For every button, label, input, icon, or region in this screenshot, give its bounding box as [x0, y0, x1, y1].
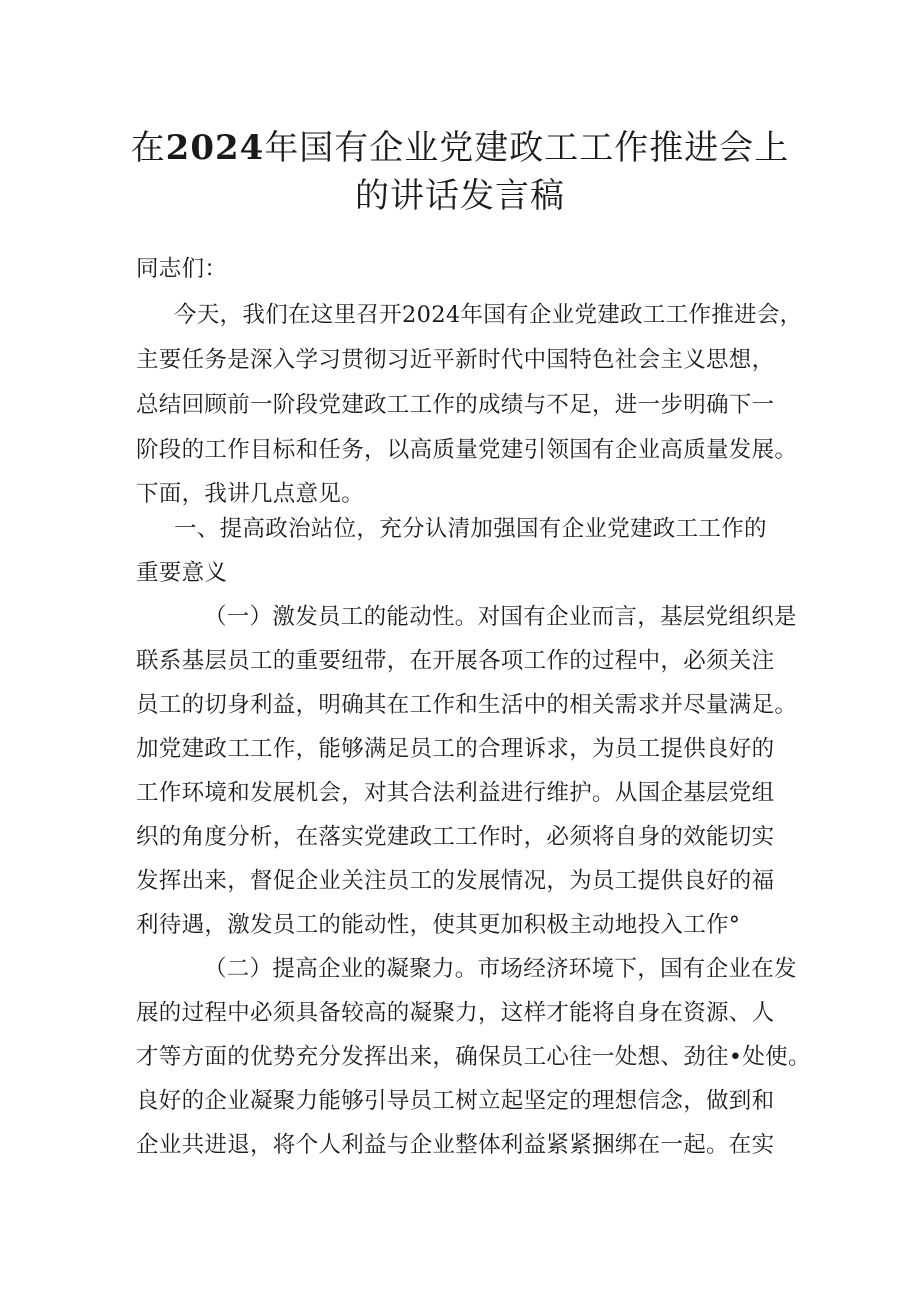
paragraph-2-line-7: 发挥出来，督促企业关注员工的发展情况，为员工提供良好的福 — [136, 868, 775, 894]
section-heading-1-line-1: 一、提高政治站位，充分认清加强国有企业党建政工工作的 — [174, 516, 767, 542]
paragraph-3-line-2: 展的过程中必须具备较高的凝聚力，这样才能将自身在资源、人 — [136, 1000, 775, 1026]
title-prefix: 在 — [130, 128, 166, 168]
title-year: 2024 — [165, 128, 265, 168]
paragraph-3-line-4: 良好的企业凝聚力能够引导员工树立起坚定的理想信念，做到和 — [136, 1088, 775, 1114]
paragraph-3-line-3: 才等方面的优势充分发挥出来，确保员工心往一处想、劲往•处使。 — [136, 1044, 811, 1070]
paragraph-3-line-5: 企业共进退，将个人利益与企业整体利益紧紧捆绑在一起。在实 — [136, 1132, 775, 1158]
paragraph-1-line-1: 今天，我们在这里召开2024年国有企业党建政工工作推进会， — [174, 302, 803, 328]
paragraph-1-line-3: 总结回顾前一阶段党建政工工作的成绩与不足，进一步明确下一 — [136, 392, 775, 418]
paragraph-2-line-1: （一）激发员工的能动性。对国有企业而言，基层党组织是 — [204, 604, 797, 630]
paragraph-2-line-8: 利待遇，激发员工的能动性，使其更加积极主动地投入工作° — [136, 912, 741, 938]
greeting: 同志们： — [136, 256, 228, 282]
paragraph-1-line-4: 阶段的工作目标和任务，以高质量党建引领国有企业高质量发展。 — [136, 437, 798, 463]
paragraph-1-line-2: 主要任务是深入学习贯彻习近平新时代中国特色社会主义思想， — [136, 347, 775, 373]
document-title-line-1 — [0, 128, 920, 168]
paragraph-2-line-2: 联系基层员工的重要纽带，在开展各项工作的过程中，必须关注 — [136, 648, 775, 674]
section-heading-1-line-2: 重要意义 — [136, 560, 228, 586]
paragraph-3-line-1: （二）提高企业的凝聚力。市场经济环境下，国有企业在发 — [204, 956, 797, 982]
title-suffix: 年国有企业党建政工工作推进会上 — [264, 128, 790, 168]
paragraph-1-line-5: 下面，我讲几点意见。 — [136, 481, 365, 507]
paragraph-2-line-6: 织的角度分析，在落实党建政工工作时，必须将自身的效能切实 — [136, 824, 775, 850]
paragraph-2-line-4: 加党建政工工作，能够满足员工的合理诉求，为员工提供良好的 — [136, 736, 775, 762]
paragraph-2-line-5: 工作环境和发展机会，对其合法利益进行维护。从国企基层党组 — [136, 780, 775, 806]
paragraph-2-line-3: 员工的切身利益，明确其在工作和生活中的相关需求并尽量满足。 — [136, 692, 798, 718]
document-title-line-2: 的讲话发言稿 — [355, 176, 565, 216]
